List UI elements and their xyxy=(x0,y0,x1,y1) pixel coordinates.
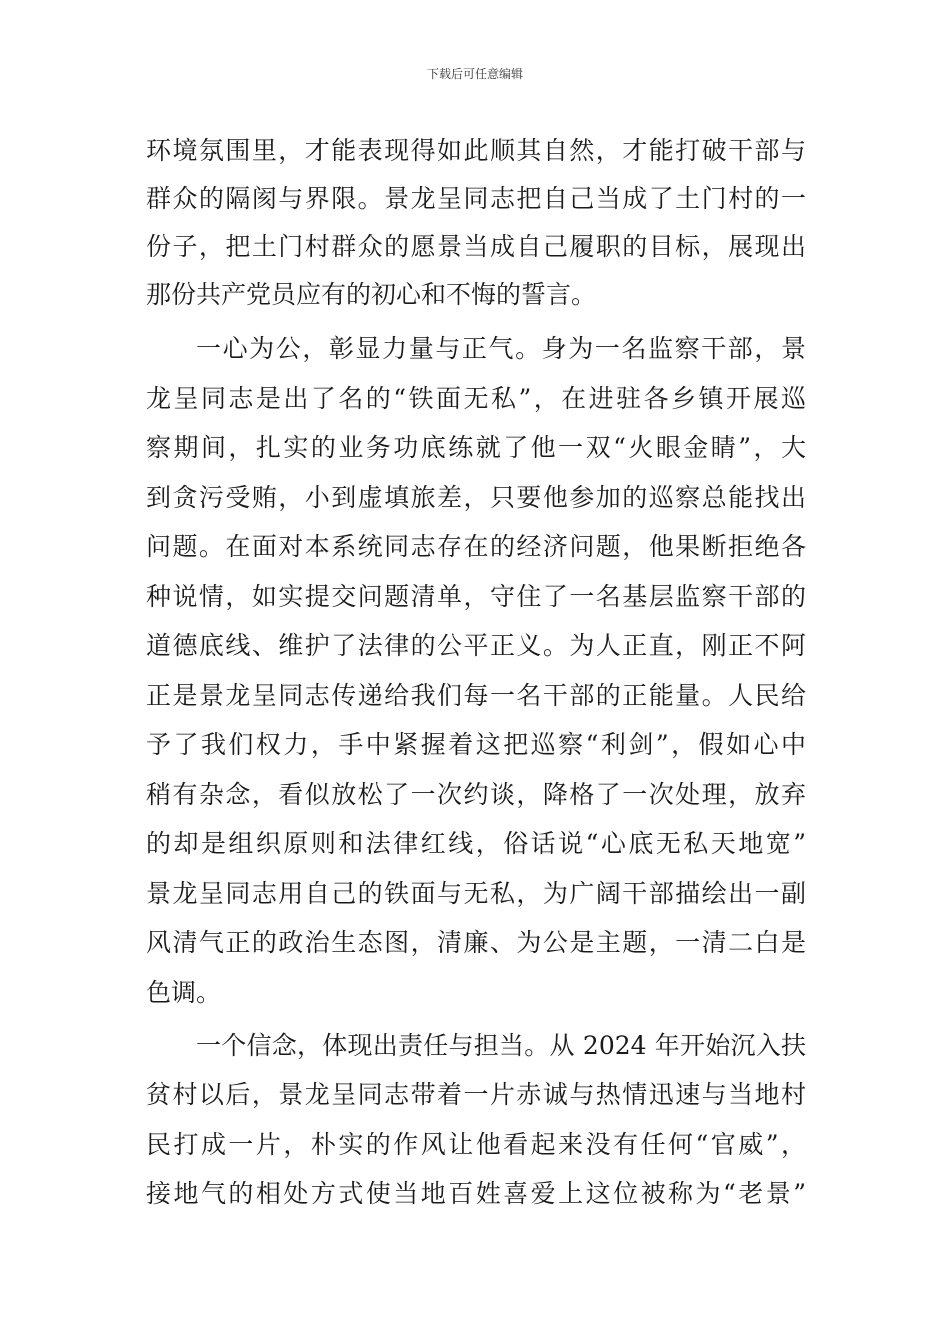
text-line: 予了我们权力，手中紧握着这把巡察“利剑”，假如心中 xyxy=(146,730,806,759)
text-line: 种说情，如实提交问题清单，守住了一名基层监察干部的 xyxy=(146,582,806,611)
text-line: 稍有杂念，看似放松了一次约谈，降格了一次处理，放弃 xyxy=(146,780,806,809)
text-line: 份子，把土门村群众的愿景当成自己履职的目标，展现出 xyxy=(146,232,806,261)
text-line: 的却是组织原则和法律红线，俗话说“心底无私天地宽” xyxy=(146,829,806,858)
text-line: 那份共产党员应有的初心和不悔的誓言。 xyxy=(146,280,597,309)
text-line: 正是景龙呈同志传递给我们每一名干部的正能量。人民给 xyxy=(146,681,806,710)
text-line: 风清气正的政治生态图，清廉、为公是主题，一清二白是 xyxy=(146,928,806,957)
text-line: 接地气的相处方式使当地百姓喜爱上这位被称为“老景” xyxy=(146,1179,806,1208)
text-line: 环境氛围里，才能表现得如此顺其自然，才能打破干部与 xyxy=(146,136,806,165)
text-line: 道德底线、维护了法律的公平正义。为人正直，刚正不阿 xyxy=(146,631,806,660)
text-line: 到贪污受贿，小到虚填旅差，只要他参加的巡察总能找出 xyxy=(146,483,806,512)
text-line: 察期间，扎实的业务功底练就了他一双“火眼金睛”，大 xyxy=(146,433,806,462)
text-line: 民打成一片，朴实的作风让他看起来没有任何“官威”， xyxy=(146,1130,806,1159)
text-line: 景龙呈同志用自己的铁面与无私，为广阔干部描绘出一副 xyxy=(146,879,806,908)
text-line: 群众的隔阂与界限。景龙呈同志把自己当成了土门村的一 xyxy=(146,184,806,213)
text-line: 色调。 xyxy=(146,978,222,1007)
text-line: 问题。在面对本系统同志存在的经济问题，他果断拒绝各 xyxy=(146,532,806,561)
paragraph-start-line: 一个信念，体现出责任与担当。从 2024 年开始沉入扶 xyxy=(196,1031,806,1060)
paragraph-start-line: 一心为公，彰显力量与正气。身为一名监察干部，景 xyxy=(196,334,806,363)
page-header: 下载后可任意编辑 xyxy=(426,67,523,81)
text-line: 贫村以后，景龙呈同志带着一片赤诚与热情迅速与当地村 xyxy=(146,1080,806,1109)
text-line: 龙呈同志是出了名的“铁面无私”，在进驻各乡镇开展巡 xyxy=(146,384,806,413)
